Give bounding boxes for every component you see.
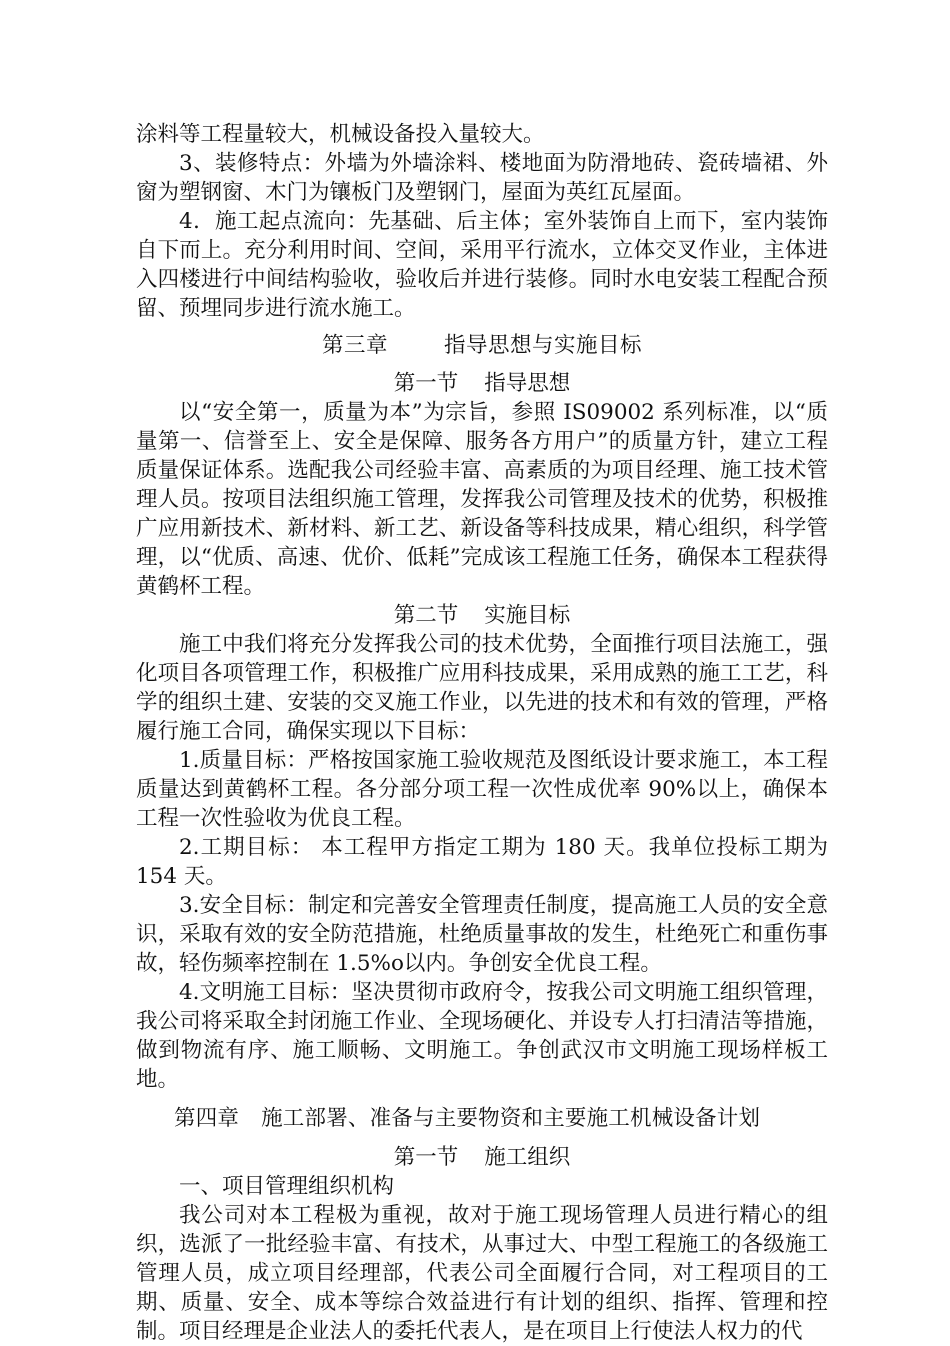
section-title: 实施目标 bbox=[484, 603, 571, 628]
section-guiding-ideology-heading bbox=[136, 369, 828, 398]
section-number: 第二节 bbox=[393, 603, 459, 628]
document-page bbox=[136, 120, 828, 1346]
chapter-3-title: 指导思想与实施目标 bbox=[444, 333, 643, 358]
chapter-3-heading bbox=[136, 331, 828, 360]
section-implementation-goals-heading bbox=[136, 601, 828, 630]
paragraph-quality-goal: 1.质量目标：严格按国家施工验收规范及图纸设计要求施工，本工程质量达到黄鹤杯工程。各分部分项工程一次性成优率 90%以上，确保本工程一次性验收为优良工程。 bbox=[136, 748, 828, 831]
paragraph-civilized-construction-goal: 4.文明施工目标：坚决贯彻市政府令，按我公司文明施工组织管理，我公司将采取全封闭施工作业、全现场硬化、并设专人打扫清洁等措施，做到物流有序、施工顺畅、文明施工。争创武汉市文明施工现场样板工地。 bbox=[136, 980, 828, 1092]
chapter-3-number: 第三章 bbox=[321, 333, 388, 358]
paragraph-goals-intro: 施工中我们将充分发挥我公司的技术优势，全面推行项目法施工，强化项目各项管理工作，积极推广应用科技成果，采用成熟的施工工艺，科学的组织土建、安装的交叉施工作业，以先进的技术和有效的管理，严格履行施工合同，确保实现以下目标： bbox=[136, 632, 828, 744]
section-title: 施工组织 bbox=[484, 1145, 571, 1170]
subheading-project-organization: 一、项目管理组织机构 bbox=[179, 1174, 395, 1199]
chapter-4-heading bbox=[174, 1104, 828, 1133]
section-title: 指导思想 bbox=[484, 371, 571, 396]
paragraph-construction-flow: 4．施工起点流向：先基础、后主体；室外装饰自上而下，室内装饰自下而上。充分利用时间、空间，采用平行流水，立体交叉作业，主体进入四楼进行中间结构验收，验收后并进行装修。同时水电安装工程配合预留、预埋同步进行流水施工。 bbox=[136, 209, 828, 321]
section-construction-organization-heading bbox=[136, 1143, 828, 1172]
chapter-4-number: 第四章 bbox=[174, 1106, 240, 1131]
chapter-4-title: 施工部署、准备与主要物资和主要施工机械设备计划 bbox=[261, 1106, 761, 1131]
paragraph-safety-goal: 3.安全目标：制定和完善安全管理责任制度，提高施工人员的安全意识，采取有效的安全防范措施，杜绝质量事故的发生，杜绝死亡和重伤事故，轻伤频率控制在 1.5%o以内。争创安全优良工程。 bbox=[136, 893, 828, 976]
section-number: 第一节 bbox=[393, 371, 459, 396]
paragraph-schedule-goal: 2.工期目标： 本工程甲方指定工期为 180 天。我单位投标工期为 154 天。 bbox=[136, 835, 828, 889]
paragraph-continued: 涂料等工程量较大，机械设备投入量较大。 bbox=[136, 122, 545, 147]
paragraph-guiding-ideology: 以“安全第一，质量为本”为宗旨，参照 IS09002 系列标准，以“质量第一、信誉至上、安全是保障、服务各方用户”的质量方针，建立工程质量保证体系。选配我公司经验丰富、高素质的为项目经理、施工技术管理人员。按项目法组织施工管理，发挥我公司管理及技术的优势，积极推广应用新技术、新材料、新工艺、新设备等科技成果，精心组织，科学管理，以“优质、高速、优价、低耗”完成该工程施工任务，确保本工程获得黄鹤杯工程。 bbox=[136, 400, 828, 599]
paragraph-project-organization: 我公司对本工程极为重视，故对于施工现场管理人员进行精心的组织，选派了一批经验丰富、有技术，从事过大、中型工程施工的各级施工管理人员，成立项目经理部，代表公司全面履行合同，对工程项目的工期、质量、安全、成本等综合效益进行有计划的组织、指挥、管理和控制。项目经理是企业法人的委托代表人，是在项目上行使法人权力的代 bbox=[136, 1203, 828, 1344]
paragraph-decoration: 3、装修特点：外墙为外墙涂料、楼地面为防滑地砖、瓷砖墙裙、外窗为塑钢窗、木门为镶板门及塑钢门，屋面为英红瓦屋面。 bbox=[136, 151, 828, 205]
section-number: 第一节 bbox=[393, 1145, 459, 1170]
